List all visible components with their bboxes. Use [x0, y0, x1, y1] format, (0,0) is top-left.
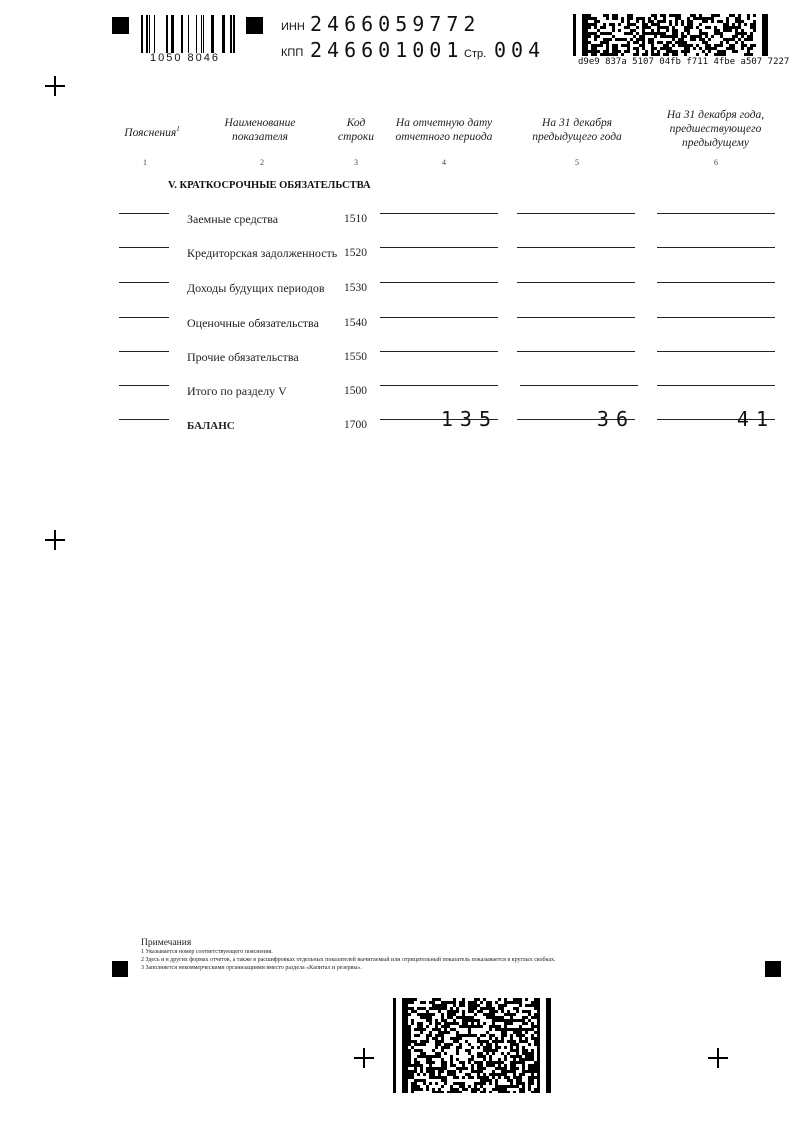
column-number: 2: [260, 158, 264, 167]
value-line: [657, 385, 775, 386]
indicator-name: Прочие обязательства: [187, 350, 299, 364]
pdf417-barcode: [573, 14, 771, 56]
column-header-prev-prev-year: На 31 декабря года, предшествующего предыдущему: [666, 109, 765, 149]
value-line: [380, 282, 498, 283]
value-2: 36: [596, 407, 635, 431]
value-line: [380, 247, 498, 248]
crosshair-icon: [354, 1048, 374, 1068]
column-header-notes: [112, 122, 192, 140]
column-number: 6: [714, 158, 718, 167]
row-code: 1550: [344, 351, 367, 363]
value-line: [657, 213, 775, 214]
value-line: [380, 317, 498, 318]
section-title: V. КРАТКОСРОЧНЫЕ ОБЯЗАТЕЛЬСТВА: [168, 180, 371, 191]
value-line: [657, 247, 775, 248]
inn-value: 2466059772: [310, 12, 481, 36]
registration-square-bottom-left: [112, 961, 128, 977]
indicator-name: Оценочные обязательства: [187, 316, 319, 330]
column-title: Пояснения: [124, 126, 177, 139]
value-line: [657, 282, 775, 283]
notes-line: [119, 213, 169, 214]
note-item: 2 Здесь и в других формах отчетов, а также в расшифровках отдельных показателей вычитаемый или отрицательный показатель показывается в круглых скобках.: [141, 957, 556, 963]
footnote-mark: 1: [176, 125, 180, 133]
barcode-number: 1050 8046: [150, 52, 220, 64]
indicator-name: БАЛАНС: [187, 420, 235, 432]
value-line: [520, 385, 638, 386]
inn-label: ИНН: [281, 21, 305, 33]
column-number: 5: [575, 158, 579, 167]
registration-square-bottom-right: [765, 961, 781, 977]
column-number: 3: [354, 158, 358, 167]
kpp-value: 246601001: [310, 38, 464, 62]
value-1: 135: [440, 407, 498, 431]
value-line: [517, 282, 635, 283]
indicator-name: Доходы будущих периодов: [187, 281, 325, 295]
crosshair-icon: [45, 530, 65, 550]
row-code: 1500: [344, 385, 367, 397]
notes-line: [119, 351, 169, 352]
value-line: [517, 213, 635, 214]
value-line: [380, 385, 498, 386]
note-item: 3 Заполняется некоммерческими организациями вместо раздела «Капитал и резервы».: [141, 965, 362, 971]
page-label: Стр.: [464, 48, 487, 60]
indicator-name: Заемные средства: [187, 212, 279, 226]
page-number: 004: [494, 38, 546, 62]
crosshair-icon: [45, 76, 65, 96]
indicator-name: Итого по разделу V: [187, 384, 287, 398]
value-line: [517, 247, 635, 248]
notes-line: [119, 247, 169, 248]
row-code: 1520: [344, 247, 367, 259]
crosshair-icon: [708, 1048, 728, 1068]
value-line: [517, 317, 635, 318]
value-line: [517, 351, 635, 352]
note-item: 1 Указывается номер соответствующего пояснения.: [141, 949, 273, 955]
value-line: [380, 213, 498, 214]
value-line: [657, 317, 775, 318]
notes-line: [119, 419, 169, 420]
row-code: 1540: [344, 317, 367, 329]
notes: [141, 939, 556, 972]
value-line: [657, 351, 775, 352]
column-header-prev-year: На 31 декабря предыдущего года: [532, 117, 622, 143]
notes-line: [119, 317, 169, 318]
column-header-indicator: Наименование показателя: [224, 117, 296, 143]
column-number: 1: [143, 158, 147, 167]
notes-line: [119, 282, 169, 283]
value-line: [380, 351, 498, 352]
row-code: 1510: [344, 213, 367, 225]
registration-square-top-middle: [246, 17, 263, 34]
indicator-name: Кредиторская задолженность: [187, 246, 338, 260]
column-number: 4: [442, 158, 446, 167]
column-header-current: На отчетную дату отчетного периода: [395, 117, 493, 143]
notes-title: Примечания: [141, 938, 192, 948]
document-hash: d9e9 837a 5107 04fb f711 4fbe a507 7227: [578, 57, 790, 67]
row-code: 1530: [344, 282, 367, 294]
registration-square-top-left: [112, 17, 129, 34]
row-code: 1700: [344, 419, 367, 431]
kpp-label: КПП: [281, 47, 304, 59]
linear-barcode: [141, 15, 237, 53]
value-3: 41: [736, 407, 775, 431]
bottom-2d-barcode: [393, 998, 551, 1093]
column-header-code: Код строки: [337, 117, 375, 143]
notes-line: [119, 385, 169, 386]
